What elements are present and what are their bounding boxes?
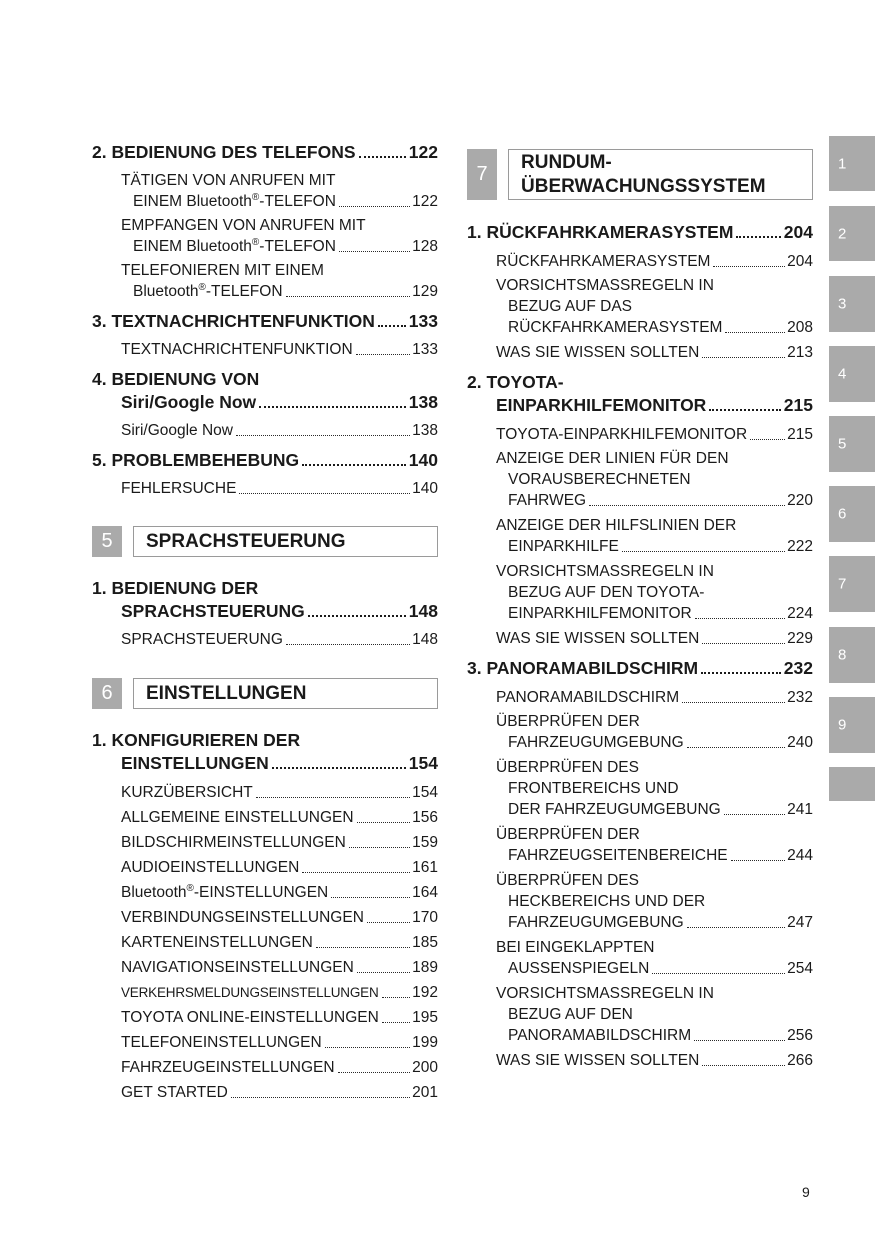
toc-heading[interactable]: 1. KONFIGURIEREN DER EINSTELLUNGEN 154 — [92, 730, 438, 773]
toc-entry[interactable]: PANORAMABILDSCHIRM 232 — [496, 689, 813, 706]
toc-entry[interactable]: KURZÜBERSICHT 154 — [121, 784, 438, 801]
toc-entry[interactable]: BILDSCHIRMEINSTELLUNGEN 159 — [121, 834, 438, 851]
page-number: 9 — [802, 1184, 810, 1200]
toc-heading[interactable]: 3. PANORAMABILDSCHIRM 232 — [467, 658, 813, 678]
toc-entry[interactable]: BEI EINGEKLAPPTEN AUSSENSPIEGELN 254 — [496, 939, 813, 977]
chapter-tab-4[interactable]: 4 — [829, 346, 875, 402]
toc-entry[interactable]: WAS SIE WISSEN SOLLTEN 213 — [496, 344, 813, 361]
toc-entry[interactable]: RÜCKFAHRKAMERASYSTEM 204 — [496, 253, 813, 270]
toc-entry[interactable]: TELEFONEINSTELLUNGEN 199 — [121, 1034, 438, 1051]
toc-entry[interactable]: VERKEHRSMELDUNGSEINSTELLUNGEN 192 — [121, 984, 438, 1001]
toc-entry[interactable]: NAVIGATIONSEINSTELLUNGEN 189 — [121, 959, 438, 976]
toc-entry[interactable]: SPRACHSTEUERUNG 148 — [121, 631, 438, 648]
toc-entry[interactable]: VORSICHTSMASSREGELN IN BEZUG AUF DEN PANORAMABILDSCHIRM 256 — [496, 985, 813, 1044]
toc-heading[interactable]: 5. PROBLEMBEHEBUNG 140 — [92, 450, 438, 470]
toc-entry[interactable]: Bluetooth®-EINSTELLUNGEN 164 — [121, 882, 438, 901]
chapter-tab-9[interactable]: 9 — [829, 697, 875, 753]
chapter-tab-5[interactable]: 5 — [829, 416, 875, 472]
toc-heading[interactable]: 1. BEDIENUNG DER SPRACHSTEUERUNG 148 — [92, 578, 438, 621]
toc-entry[interactable]: ANZEIGE DER LINIEN FÜR DEN VORAUSBERECHNETEN FAHRWEG 220 — [496, 450, 813, 509]
toc-entry[interactable]: VORSICHTSMASSREGELN IN BEZUG AUF DEN TOYOTA- EINPARKHILFEMONITOR 224 — [496, 563, 813, 622]
toc-heading[interactable]: 4. BEDIENUNG VON Siri/Google Now 138 — [92, 369, 438, 412]
toc-entry[interactable]: GET STARTED 201 — [121, 1084, 438, 1101]
toc-entry[interactable]: VORSICHTSMASSREGELN IN BEZUG AUF DAS RÜCKFAHRKAMERASYSTEM 208 — [496, 277, 813, 336]
toc-entry[interactable]: AUDIOEINSTELLUNGEN 161 — [121, 859, 438, 876]
chapter-tab-1[interactable]: 1 — [829, 136, 875, 191]
section-title: RUNDUM- ÜBERWACHUNGSSYSTEM — [508, 149, 813, 200]
chapter-tab-3[interactable]: 3 — [829, 276, 875, 332]
chapter-tab-blank[interactable] — [829, 767, 875, 801]
toc-heading[interactable]: 3. TEXTNACHRICHTENFUNKTION 133 — [92, 311, 438, 331]
chapter-tab-7[interactable]: 7 — [829, 556, 875, 612]
section-header-5[interactable] — [92, 526, 438, 557]
toc-entry[interactable]: WAS SIE WISSEN SOLLTEN 266 — [496, 1052, 813, 1069]
left-column — [92, 141, 438, 1103]
toc-entry[interactable]: FAHRZEUGEINSTELLUNGEN 200 — [121, 1059, 438, 1076]
toc-heading[interactable]: 2. BEDIENUNG DES TELEFONS 122 — [92, 142, 438, 162]
toc-entry[interactable]: ÜBERPRÜFEN DER FAHRZEUGSEITENBEREICHE 244 — [496, 826, 813, 864]
toc-entry[interactable]: TOYOTA ONLINE-EINSTELLUNGEN 195 — [121, 1009, 438, 1026]
section-number: 7 — [467, 149, 497, 200]
toc-entry[interactable]: EMPFANGEN VON ANRUFEN MIT EINEM Bluetooth®-TELEFON 128 — [121, 217, 438, 255]
toc-entry[interactable]: KARTENEINSTELLUNGEN 185 — [121, 934, 438, 951]
toc-entry[interactable]: FEHLERSUCHE 140 — [121, 480, 438, 497]
toc-entry[interactable]: TEXTNACHRICHTENFUNKTION 133 — [121, 341, 438, 358]
toc-heading[interactable]: 1. RÜCKFAHRKAMERASYSTEM 204 — [467, 222, 813, 242]
toc-entry[interactable]: ALLGEMEINE EINSTELLUNGEN 156 — [121, 809, 438, 826]
section-number: 6 — [92, 678, 122, 709]
chapter-tab-8[interactable]: 8 — [829, 627, 875, 683]
section-title: SPRACHSTEUERUNG — [133, 526, 438, 557]
toc-entry[interactable]: TÄTIGEN VON ANRUFEN MIT EINEM Bluetooth®-TELEFON 122 — [121, 172, 438, 210]
section-header-7[interactable] — [467, 149, 813, 200]
right-column — [467, 149, 813, 1071]
toc-entry[interactable]: ÜBERPRÜFEN DES HECKBEREICHS UND DER FAHRZEUGUMGEBUNG 247 — [496, 872, 813, 931]
toc-entry[interactable]: WAS SIE WISSEN SOLLTEN 229 — [496, 630, 813, 647]
chapter-tab-2[interactable]: 2 — [829, 206, 875, 261]
toc-entry[interactable]: Siri/Google Now 138 — [121, 422, 438, 439]
toc-entry[interactable]: ÜBERPRÜFEN DES FRONTBEREICHS UND DER FAHRZEUGUMGEBUNG 241 — [496, 759, 813, 818]
toc-entry[interactable]: ÜBERPRÜFEN DER FAHRZEUGUMGEBUNG 240 — [496, 713, 813, 751]
toc-entry[interactable]: TOYOTA-EINPARKHILFEMONITOR 215 — [496, 426, 813, 443]
section-header-6[interactable] — [92, 678, 438, 709]
toc-entry[interactable]: TELEFONIEREN MIT EINEM Bluetooth®-TELEFON 129 — [121, 262, 438, 300]
section-title: EINSTELLUNGEN — [133, 678, 438, 709]
chapter-tab-6[interactable]: 6 — [829, 486, 875, 542]
section-number: 5 — [92, 526, 122, 557]
toc-entry[interactable]: VERBINDUNGSEINSTELLUNGEN 170 — [121, 909, 438, 926]
toc-heading[interactable]: 2. TOYOTA- EINPARKHILFEMONITOR 215 — [467, 372, 813, 415]
toc-entry[interactable]: ANZEIGE DER HILFSLINIEN DER EINPARKHILFE 222 — [496, 517, 813, 555]
